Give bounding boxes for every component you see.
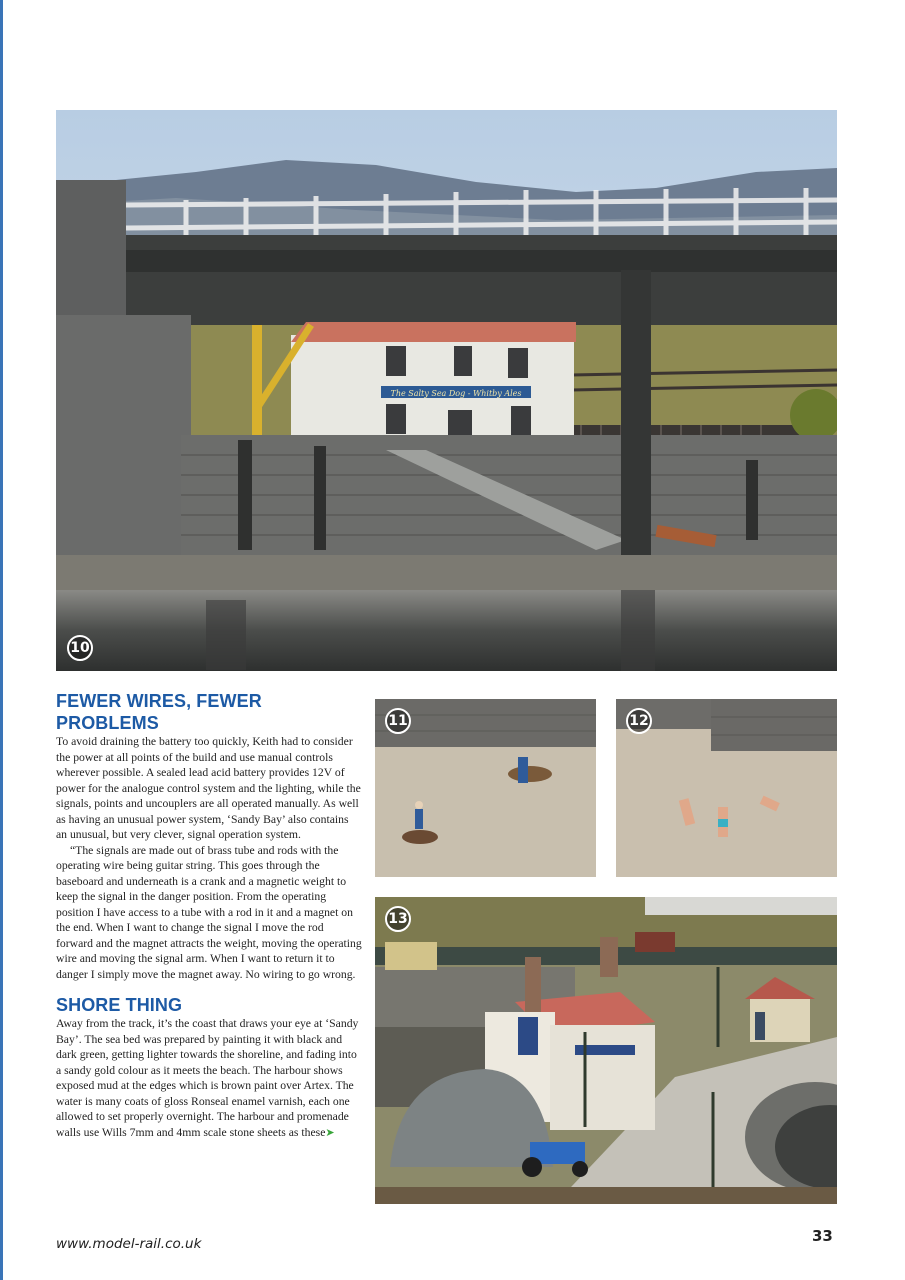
section-heading-shore-thing: SHORE THING: [56, 995, 183, 1015]
paragraph-signals: “The signals are made out of brass tube and rods with the operating wire being guitar string. This goes through the baseboard and underneath is a crank and a magnetic weight to keep the signal in the danger position. From the operating position I have access to a tube with a rod in it and a magnet on the end. When I want to change the signal I move the rod forward and the magnet attracts the weight, moving the operating wire and moving the signal arm. When I want to return it to danger I simply move the magnet away. No wiring to go wrong.: [56, 843, 362, 981]
photo-number-badge: 13: [385, 906, 411, 932]
continue-arrow-icon: ➤: [325, 1125, 335, 1139]
photo-number-badge: 11: [385, 708, 411, 734]
photo-beach-donkeys: [375, 699, 596, 877]
article-column: [56, 690, 362, 1140]
paragraph-coast-text: Away from the track, it’s the coast that draws your eye at ‘Sandy Bay’. The sea bed was prepared by painting it with black and dark green, getting lighter towards the shoreline, and fading into a sandy gold colour as it meets the beach. The harbour shows exposed mud at the edges which is brown paint over Artex. The water is many coats of gloss Ronseal enamel varnish, each one allowed to set properly overnight. The harbour and promenade walls use Wills 7mm and 4mm scale stone sheets as these: [56, 1017, 359, 1139]
photo-number-badge: 10: [67, 635, 93, 661]
pub-sign: The Salty Sea Dog - Whitby Ales: [390, 389, 522, 398]
page-number: 33: [812, 1227, 833, 1245]
photo-harbour-bridge: [56, 110, 837, 671]
harbour-pub-illustration: [375, 897, 837, 1204]
paragraph-coast: [56, 1016, 362, 1140]
photo-number-badge: 12: [626, 708, 652, 734]
paragraph-power-system: To avoid draining the battery too quickly, Keith had to consider the power at all points of the build and use manual controls wherever possible. A sealed lead acid battery provides 12V of power for the analogue control system and the lighting, while the signals, points and uncouplers are all operated manually. As well as having an unusual power system, ‘Sandy Bay’ also contains an unusual, but very clever, signal operation system.: [56, 735, 361, 841]
section-heading-fewer-wires: FEWER WIRES, FEWER PROBLEMS: [56, 691, 262, 733]
page-edge-line: [0, 0, 3, 1280]
photo-harbour-pub: [375, 897, 837, 1204]
harbour-bridge-illustration: [56, 110, 837, 671]
footer-website-url: www.model-rail.co.uk: [56, 1236, 202, 1252]
photo-beach-bathers: [616, 699, 837, 877]
